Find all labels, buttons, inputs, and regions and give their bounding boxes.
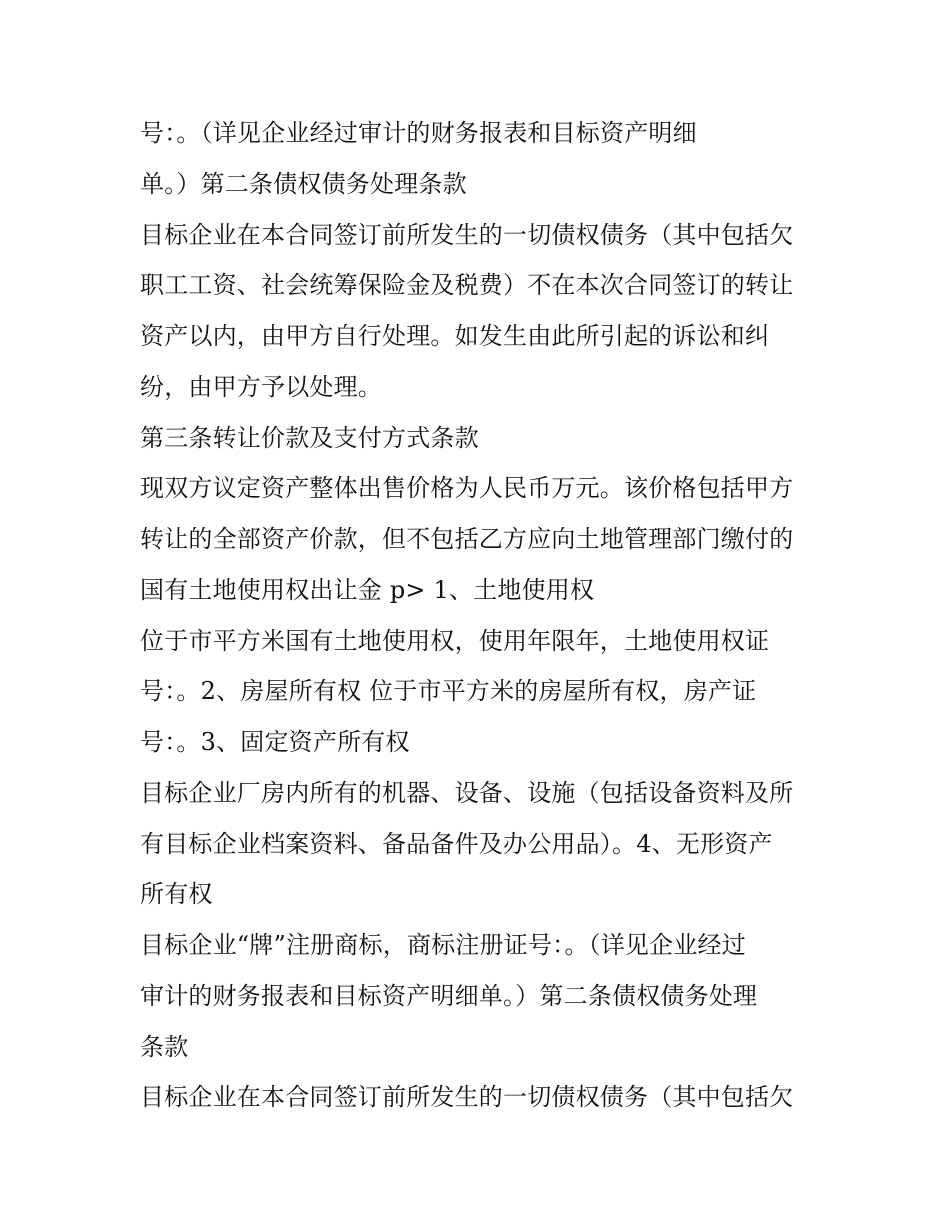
text-line: 单。）第二条债权债务处理条款 xyxy=(140,169,467,198)
text-line: 所有权 xyxy=(140,880,213,909)
text-line: 号：。（详见企业经过审计的财务报表和目标资产明细 xyxy=(140,119,697,147)
text-line: 国有土地使用权出让金 p> 1、土地使用权 xyxy=(140,575,595,604)
text-line: 纷，由甲方予以处理。 xyxy=(140,372,382,401)
text-line: 目标企业在本合同签订前所发生的一切债权债务（其中包括欠 xyxy=(140,220,794,249)
text-line: 目标企业“牌”注册商标，商标注册证号：。（详见企业经过 xyxy=(140,931,746,959)
text-line: 目标企业厂房内所有的机器、设备、设施（包括设备资料及所 xyxy=(140,778,794,807)
text-line: 有目标企业档案资料、备品备件及办公用品）。4、无形资产 xyxy=(140,829,773,858)
text-line: 条款 xyxy=(140,1032,189,1061)
text-line: 号：。2、房屋所有权 位于市平方米的房屋所有权，房产证 xyxy=(140,677,757,706)
text-line: 资产以内，由甲方自行处理。如发生由此所引起的诉讼和纠 xyxy=(140,322,770,350)
text-line: 职工工资、社会统筹保险金及税费）不在本次合同签订的转让 xyxy=(140,271,794,300)
text-line: 现双方议定资产整体出售价格为人民币万元。该价格包括甲方 xyxy=(140,474,794,503)
document-body xyxy=(140,108,820,1123)
text-line: 目标企业在本合同签订前所发生的一切债权债务（其中包括欠 xyxy=(140,1083,794,1112)
text-line: 审计的财务报表和目标资产明细单。）第二条债权债务处理 xyxy=(140,981,758,1010)
text-line: 位于市平方米国有土地使用权，使用年限年，土地使用权证 xyxy=(140,626,770,655)
text-line: 转让的全部资产价款，但不包括乙方应向土地管理部门缴付的 xyxy=(140,525,794,553)
text-line: 号：。3、固定资产所有权 xyxy=(140,728,410,756)
section-heading: 第三条转让价款及支付方式条款 xyxy=(140,423,479,452)
